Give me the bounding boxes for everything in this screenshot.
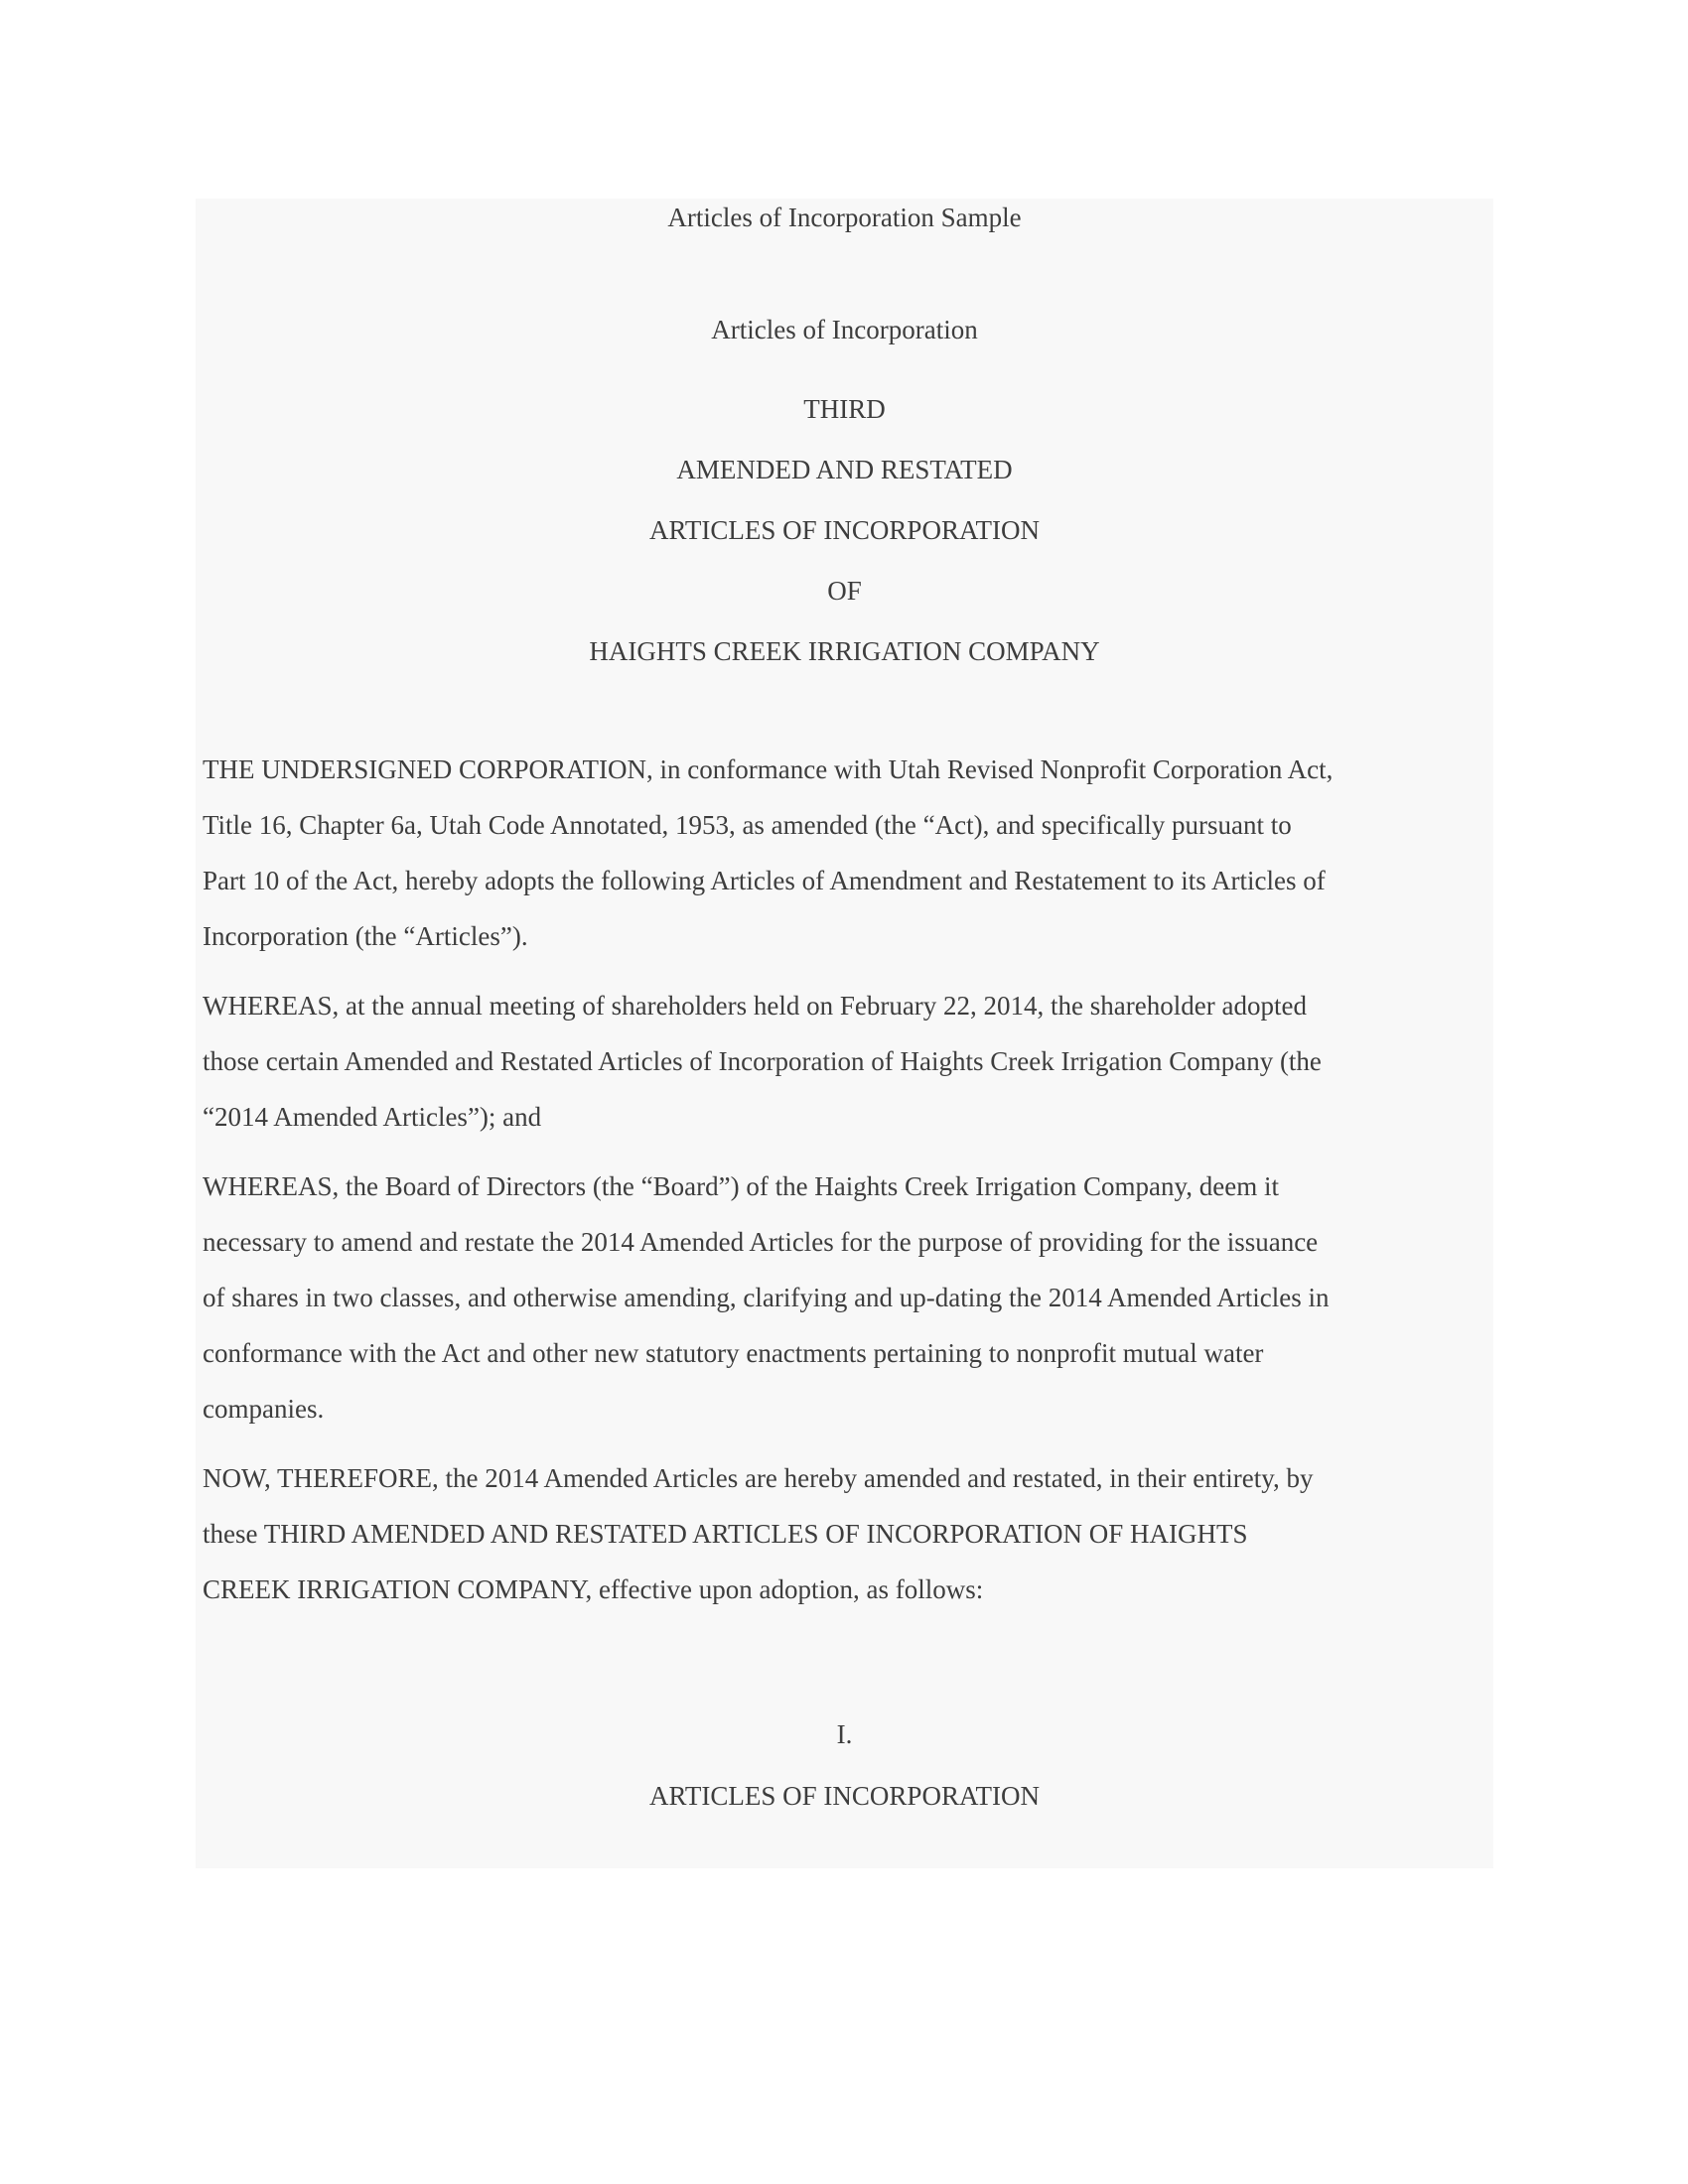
paragraph-line: conformance with the Act and other new statutory enactments pertaining to nonprofit mutual water bbox=[203, 1338, 1264, 1368]
heading-line: OF bbox=[827, 576, 862, 606]
document-page bbox=[196, 199, 1493, 1868]
paragraph-line: these THIRD AMENDED AND RESTATED ARTICLES OF INCORPORATION OF HAIGHTS bbox=[203, 1519, 1248, 1549]
paragraph-line: WHEREAS, at the annual meeting of shareholders held on February 22, 2014, the shareholder adopted bbox=[203, 991, 1307, 1021]
paragraph-line: Incorporation (the “Articles”). bbox=[203, 921, 528, 951]
paragraph-line: necessary to amend and restate the 2014 Amended Articles for the purpose of providing for the issuance bbox=[203, 1227, 1319, 1257]
section-numeral: I. bbox=[836, 1719, 853, 1749]
paragraph-line: WHEREAS, the Board of Directors (the “Board”) of the Haights Creek Irrigation Company, deem it bbox=[203, 1171, 1279, 1201]
paragraph bbox=[203, 978, 1486, 1145]
paragraph bbox=[203, 1159, 1486, 1436]
paragraph-line: companies. bbox=[203, 1394, 325, 1424]
heading-line: AMENDED AND RESTATED bbox=[676, 455, 1013, 484]
heading-line: THIRD bbox=[803, 394, 886, 424]
heading-line: ARTICLES OF INCORPORATION bbox=[649, 515, 1040, 545]
paragraph-line: of shares in two classes, and otherwise amending, clarifying and up-dating the 2014 Amended Articles in bbox=[203, 1283, 1330, 1312]
sample-label: Articles of Incorporation Sample bbox=[667, 203, 1022, 232]
doc-title: Articles of Incorporation bbox=[711, 315, 978, 344]
section-title: ARTICLES OF INCORPORATION bbox=[649, 1781, 1040, 1811]
heading-line: HAIGHTS CREEK IRRIGATION COMPANY bbox=[589, 636, 1100, 666]
paragraph-line: Part 10 of the Act, hereby adopts the following Articles of Amendment and Restatement to its Articles of bbox=[203, 866, 1326, 895]
paragraph bbox=[203, 742, 1486, 964]
paragraph-line: those certain Amended and Restated Articles of Incorporation of Haights Creek Irrigation Company (the bbox=[203, 1046, 1322, 1076]
paragraph-line: NOW, THEREFORE, the 2014 Amended Articles are hereby amended and restated, in their entirety, by bbox=[203, 1463, 1314, 1493]
document-body bbox=[203, 742, 1486, 1617]
paragraph-line: “2014 Amended Articles”); and bbox=[203, 1102, 542, 1132]
paragraph-line: CREEK IRRIGATION COMPANY, effective upon adoption, as follows: bbox=[203, 1574, 984, 1604]
paragraph bbox=[203, 1450, 1486, 1617]
paragraph-line: THE UNDERSIGNED CORPORATION, in conformance with Utah Revised Nonprofit Corporation Act, bbox=[203, 754, 1334, 784]
paragraph-line: Title 16, Chapter 6a, Utah Code Annotated, 1953, as amended (the “Act), and specifically pursuant to bbox=[203, 810, 1292, 840]
